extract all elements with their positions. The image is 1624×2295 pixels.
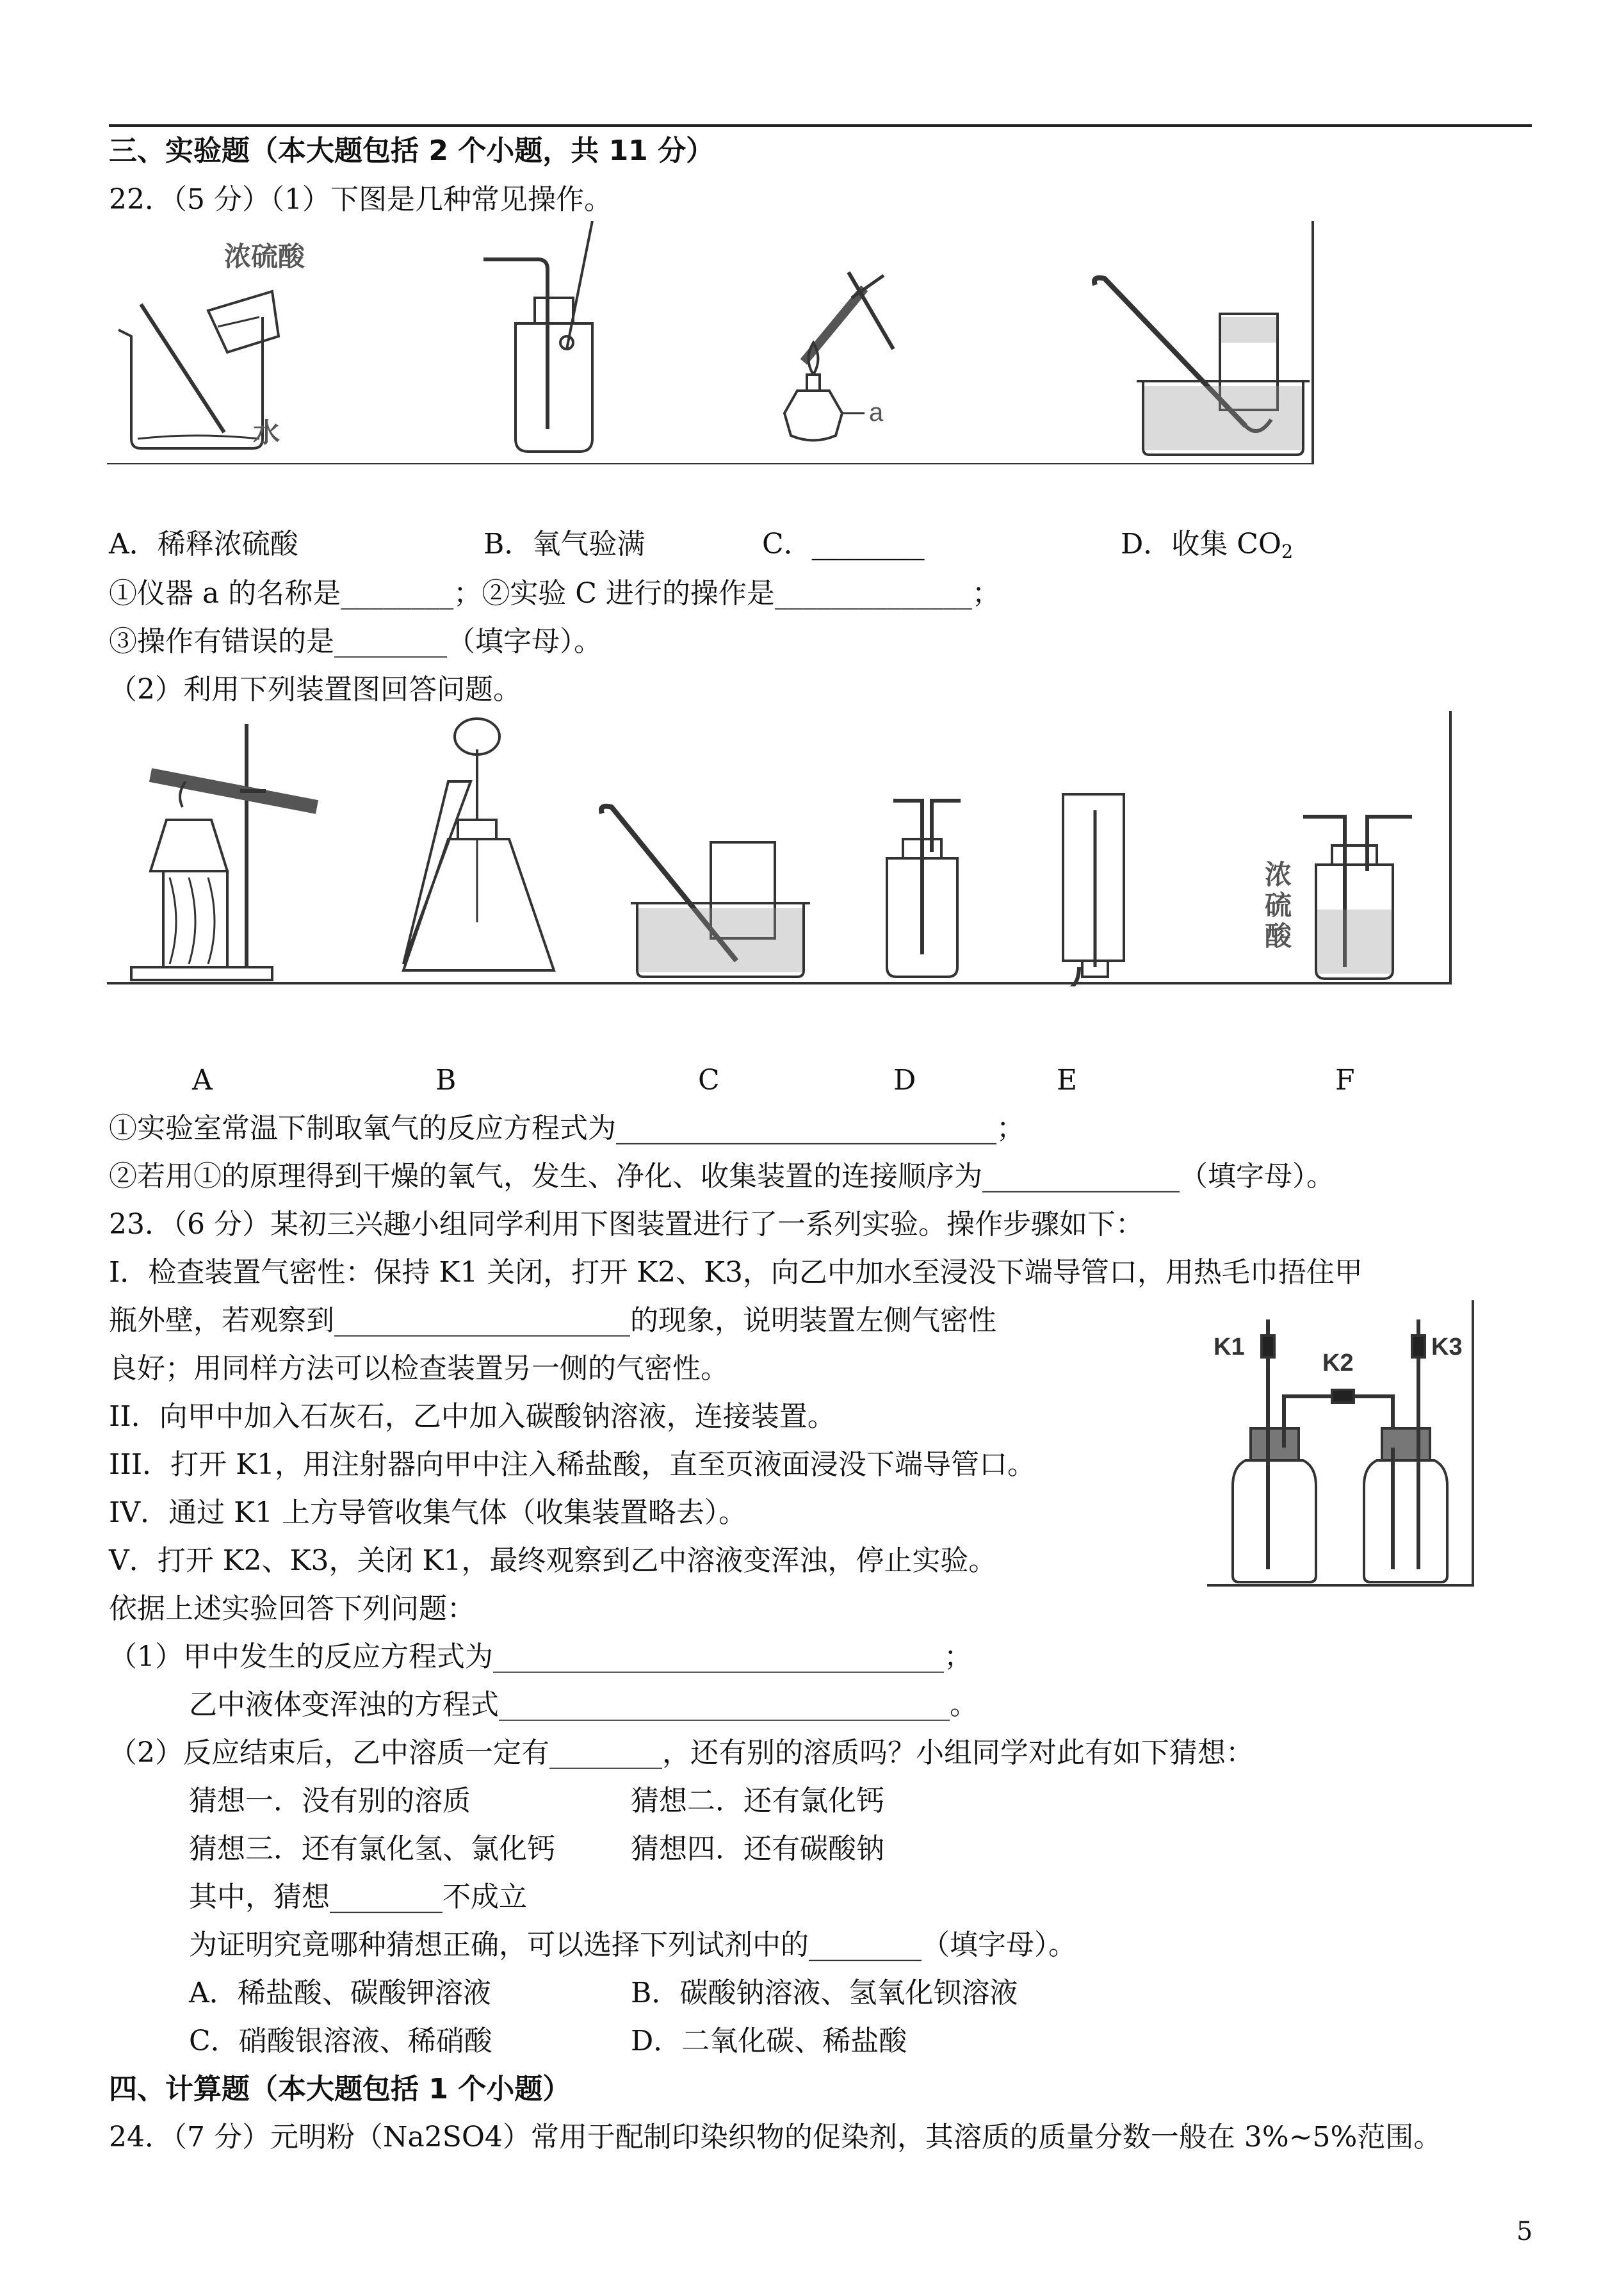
apparatus-letter-a: A: [192, 1064, 213, 1097]
label-water: 水: [253, 418, 280, 448]
q23-step-4: IV．通过 K1 上方导管收集气体（收集装置略去）。: [109, 1496, 747, 1529]
q23-step-1a: I．检查装置气密性：保持 K1 关闭，打开 K2、K3，向乙中加水至浸没下端导管口，用热毛巾捂住甲: [109, 1256, 1363, 1289]
q24-text: 24．（7 分）元明粉（Na2SO4）常用于配制印染织物的促染剂，其溶质的质量分数一般在 3%~5%范围。: [109, 2121, 1442, 2153]
q23-part-2: （2）反应结束后，乙中溶质一定有________，还有别的溶质吗？小组同学对此有如下猜想：: [109, 1736, 1254, 1769]
label-k1: K1: [1214, 1334, 1245, 1360]
op-label-d-subscript: 2: [1281, 541, 1294, 563]
q23-step-3: III．打开 K1，用注射器向甲中注入稀盐酸，直至页液面浸没下端导管口。: [109, 1448, 1035, 1481]
label-k3: K3: [1431, 1334, 1463, 1360]
top-rule: [109, 124, 1532, 127]
q23-guess-invalid: 其中，猜想________不成立: [189, 1881, 527, 1913]
apparatus-letter-f: F: [1335, 1064, 1355, 1097]
label-f-char-2: 硫: [1265, 890, 1292, 920]
section-3-heading: 三、实验题（本大题包括 2 个小题，共 11 分）: [109, 135, 715, 167]
apparatus-letter-c: C: [698, 1064, 720, 1097]
apparatus-letter-e: E: [1057, 1064, 1078, 1097]
q23-part-1a: （1）甲中发生的反应方程式为________________________________；: [109, 1640, 972, 1673]
label-f-char-3: 酸: [1265, 921, 1292, 951]
q23-part-1b: 乙中液体变浑浊的方程式________________________________。: [189, 1688, 978, 1721]
label-f-conc-sulfuric-acid: [1265, 860, 1299, 951]
q23-reagent-question: 为证明究竟哪种猜想正确，可以选择下列试剂中的________（填字母）。: [189, 1929, 1076, 1961]
q23-step-5: V．打开 K2、K3，关闭 K1，最终观察到乙中溶液变浑浊，停止实验。: [109, 1544, 997, 1577]
q23-option-c: C．硝酸银溶液、稀硝酸: [189, 2025, 492, 2057]
section-4-heading: 四、计算题（本大题包括 1 个小题）: [109, 2073, 571, 2105]
q23-guess-4: 猜想四．还有碳酸钠: [631, 1833, 884, 1865]
q22-question-3: ③操作有错误的是________（填字母）。: [109, 625, 602, 658]
op-label-d-text: D．收集 CO: [1121, 528, 1282, 560]
q23-guess-2: 猜想二．还有氯化钙: [631, 1785, 884, 1817]
op-label-d: [1121, 530, 1293, 561]
label-conc-sulfuric-acid: 浓硫酸: [224, 241, 305, 272]
q23-option-b: B．碳酸钠溶液、氢氧化钡溶液: [631, 1977, 1018, 2009]
q22-answer-2: ②若用①的原理得到干燥的氧气，发生、净化、收集装置的连接顺序为______________（填字母）。: [109, 1160, 1335, 1193]
q23-step-1c: 良好；用同样方法可以检查装置另一侧的气密性。: [109, 1352, 729, 1385]
op-label-c: C．________: [762, 528, 925, 560]
figure-apparatus-a-f: [106, 711, 1463, 986]
page-number: 5: [1516, 2217, 1533, 2246]
q22-question-1: ①仪器 a 的名称是________；②实验 C 进行的操作是______________；: [109, 577, 1000, 610]
op-label-a: A．稀释浓硫酸: [109, 528, 298, 560]
figure-common-operations: [106, 221, 1322, 464]
figure-two-bottles: [1207, 1300, 1482, 1589]
q23-intro: 23．（6 分）某初三兴趣小组同学利用下图装置进行了一系列实验。操作步骤如下：: [109, 1208, 1144, 1241]
q23-option-a: A．稀盐酸、碳酸钾溶液: [189, 1977, 491, 2009]
op-label-b: B．氧气验满: [483, 528, 646, 560]
q23-basis: 依据上述实验回答下列问题：: [109, 1592, 475, 1625]
q22-answer-1: ①实验室常温下制取氧气的反应方程式为___________________________；: [109, 1112, 1025, 1145]
q23-guess-3: 猜想三．还有氯化氢、氯化钙: [189, 1833, 555, 1865]
q22-part-2: （2）利用下列装置图回答问题。: [109, 673, 521, 706]
apparatus-letter-d: D: [893, 1064, 916, 1097]
apparatus-letter-b: B: [435, 1064, 457, 1097]
q23-step-1b: 瓶外壁，若观察到_____________________的现象，说明装置左侧气密性: [109, 1304, 996, 1337]
q23-step-2: II．向甲中加入石灰石，乙中加入碳酸钠溶液，连接装置。: [109, 1400, 836, 1433]
q23-option-d: D．二氧化碳、稀盐酸: [631, 2025, 907, 2057]
label-instrument-a: a: [869, 398, 884, 427]
label-k2: K2: [1322, 1350, 1354, 1376]
q22-intro: 22．（5 分）（1）下图是几种常见操作。: [109, 183, 612, 216]
label-f-char-1: 浓: [1265, 860, 1292, 890]
q23-guess-1: 猜想一．没有别的溶质: [189, 1785, 471, 1817]
